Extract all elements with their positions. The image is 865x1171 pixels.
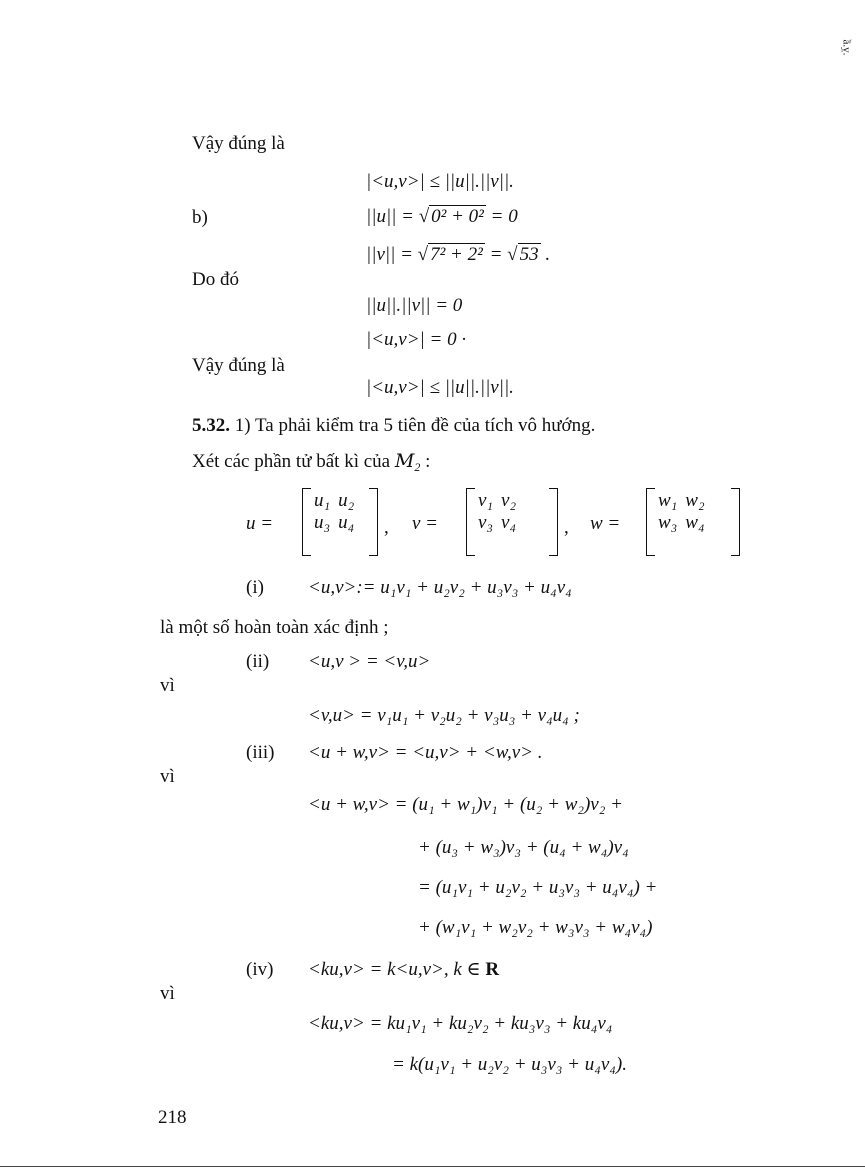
sqrt-symbol: √ 0² + 0² (418, 206, 484, 227)
text-line: là một số hoàn toàn xác định ; (160, 617, 389, 638)
matrix-cell: w₃ (658, 512, 678, 533)
formula-line: |<u,v>| ≤ ||u||.||v||. (366, 171, 514, 192)
text-line: vì (160, 766, 175, 787)
matrix-v (466, 488, 558, 556)
formula-line: <u,v>:= u₁v₁ + u₂v₂ + u₃v₃ + u₄v₄ (308, 577, 572, 598)
matrix-cell: u₃ (314, 512, 331, 533)
text-line (192, 452, 430, 473)
set-subscript: 2 (414, 460, 421, 474)
corner-mark: ầ.ỵ. (840, 39, 853, 56)
matrix-label-u: u = (246, 513, 274, 534)
formula-line: = k(u₁v₁ + u₂v₂ + u₃v₃ + u₄v₄). (392, 1054, 627, 1075)
text-line: Vậy đúng là (192, 133, 285, 154)
matrix-label-w: w = (590, 513, 621, 534)
matrix-cell: v₃ (478, 512, 494, 533)
formula-line: + (w₁v₁ + w₂v₂ + w₃v₃ + w₄v₄) (418, 917, 653, 938)
real-numbers-symbol: R (485, 959, 500, 980)
matrix-cell: v₂ (501, 490, 517, 511)
bottom-edge-line (0, 1166, 865, 1167)
matrix-cell: v₁ (478, 490, 494, 511)
formula-line: |<u,v>| ≤ ||u||.||v||. (366, 377, 514, 398)
sqrt-symbol: √ 53 (507, 244, 539, 265)
matrix-cell: u₂ (338, 490, 355, 511)
formula-line: ||u||.||v|| = 0 (366, 295, 463, 316)
formula-part: <ku,v> = k<u,v>, k ∈ (308, 959, 486, 980)
item-label: (i) (246, 577, 264, 598)
sqrt-symbol: √ 7² + 2² (417, 244, 483, 265)
formula-line: <v,u> = v₁u₁ + v₂u₂ + v₃u₃ + v₄u₄ ; (308, 705, 580, 726)
text-line: Do đó (192, 269, 239, 290)
text-part: Xét các phần tử bất kì của (192, 451, 395, 472)
item-label: b) (192, 207, 208, 228)
radicand: 53 (519, 244, 539, 265)
comma: , (384, 517, 389, 538)
matrix-cell: w₁ (658, 490, 678, 511)
formula-line: <u + w,v> = (u₁ + w₁)v₁ + (u₂ + w₂)v₂ + (308, 794, 623, 815)
section-text: 1) Ta phải kiểm tra 5 tiên đề của tích vô hướng. (230, 415, 596, 436)
formula-line (366, 245, 550, 264)
matrix-cell: w₂ (685, 490, 705, 511)
text-line: vì (160, 675, 175, 696)
formula-part: = 0 (485, 206, 518, 227)
radicand: 7² + 2² (430, 244, 483, 265)
matrix-cell: w₄ (685, 512, 705, 533)
formula-line: + (u₃ + w₃)v₃ + (u₄ + w₄)v₄ (418, 837, 629, 858)
text-line: Vậy đúng là (192, 355, 285, 376)
matrix-cell: v₄ (501, 512, 517, 533)
matrix-cell: u₄ (338, 512, 355, 533)
formula-part: = (484, 244, 508, 265)
formula-line: <u + w,v> = <u,v> + <w,v> . (308, 742, 543, 763)
formula-line: <u,v > = <v,u> (308, 651, 431, 672)
formula-part: ||u|| = (366, 206, 419, 227)
text-part: : (420, 451, 431, 472)
formula-line (366, 207, 518, 226)
page-number: 218 (158, 1107, 187, 1128)
radicand: 0² + 0² (431, 206, 484, 227)
formula-line: <ku,v> = ku₁v₁ + ku₂v₂ + ku₃v₃ + ku₄v₄ (308, 1013, 613, 1034)
set-symbol: M (394, 450, 415, 472)
comma: , (564, 517, 569, 538)
item-label: (iv) (246, 959, 274, 980)
formula-line: |<u,v>| = 0 · (366, 329, 467, 350)
text-line: vì (160, 983, 175, 1004)
item-label: (ii) (246, 651, 270, 672)
formula-part: . (540, 244, 551, 265)
formula-line: = (u₁v₁ + u₂v₂ + u₃v₃ + u₄v₄) + (418, 877, 658, 898)
formula-line (308, 960, 499, 979)
formula-part: ||v|| = (366, 244, 418, 265)
matrix-w (646, 488, 740, 556)
section-number: 5.32. (192, 415, 230, 436)
item-label: (iii) (246, 742, 275, 763)
section-heading (192, 416, 595, 435)
matrix-label-v: v = (412, 513, 439, 534)
matrix-u (302, 488, 378, 556)
matrix-cell: u₁ (314, 490, 331, 511)
